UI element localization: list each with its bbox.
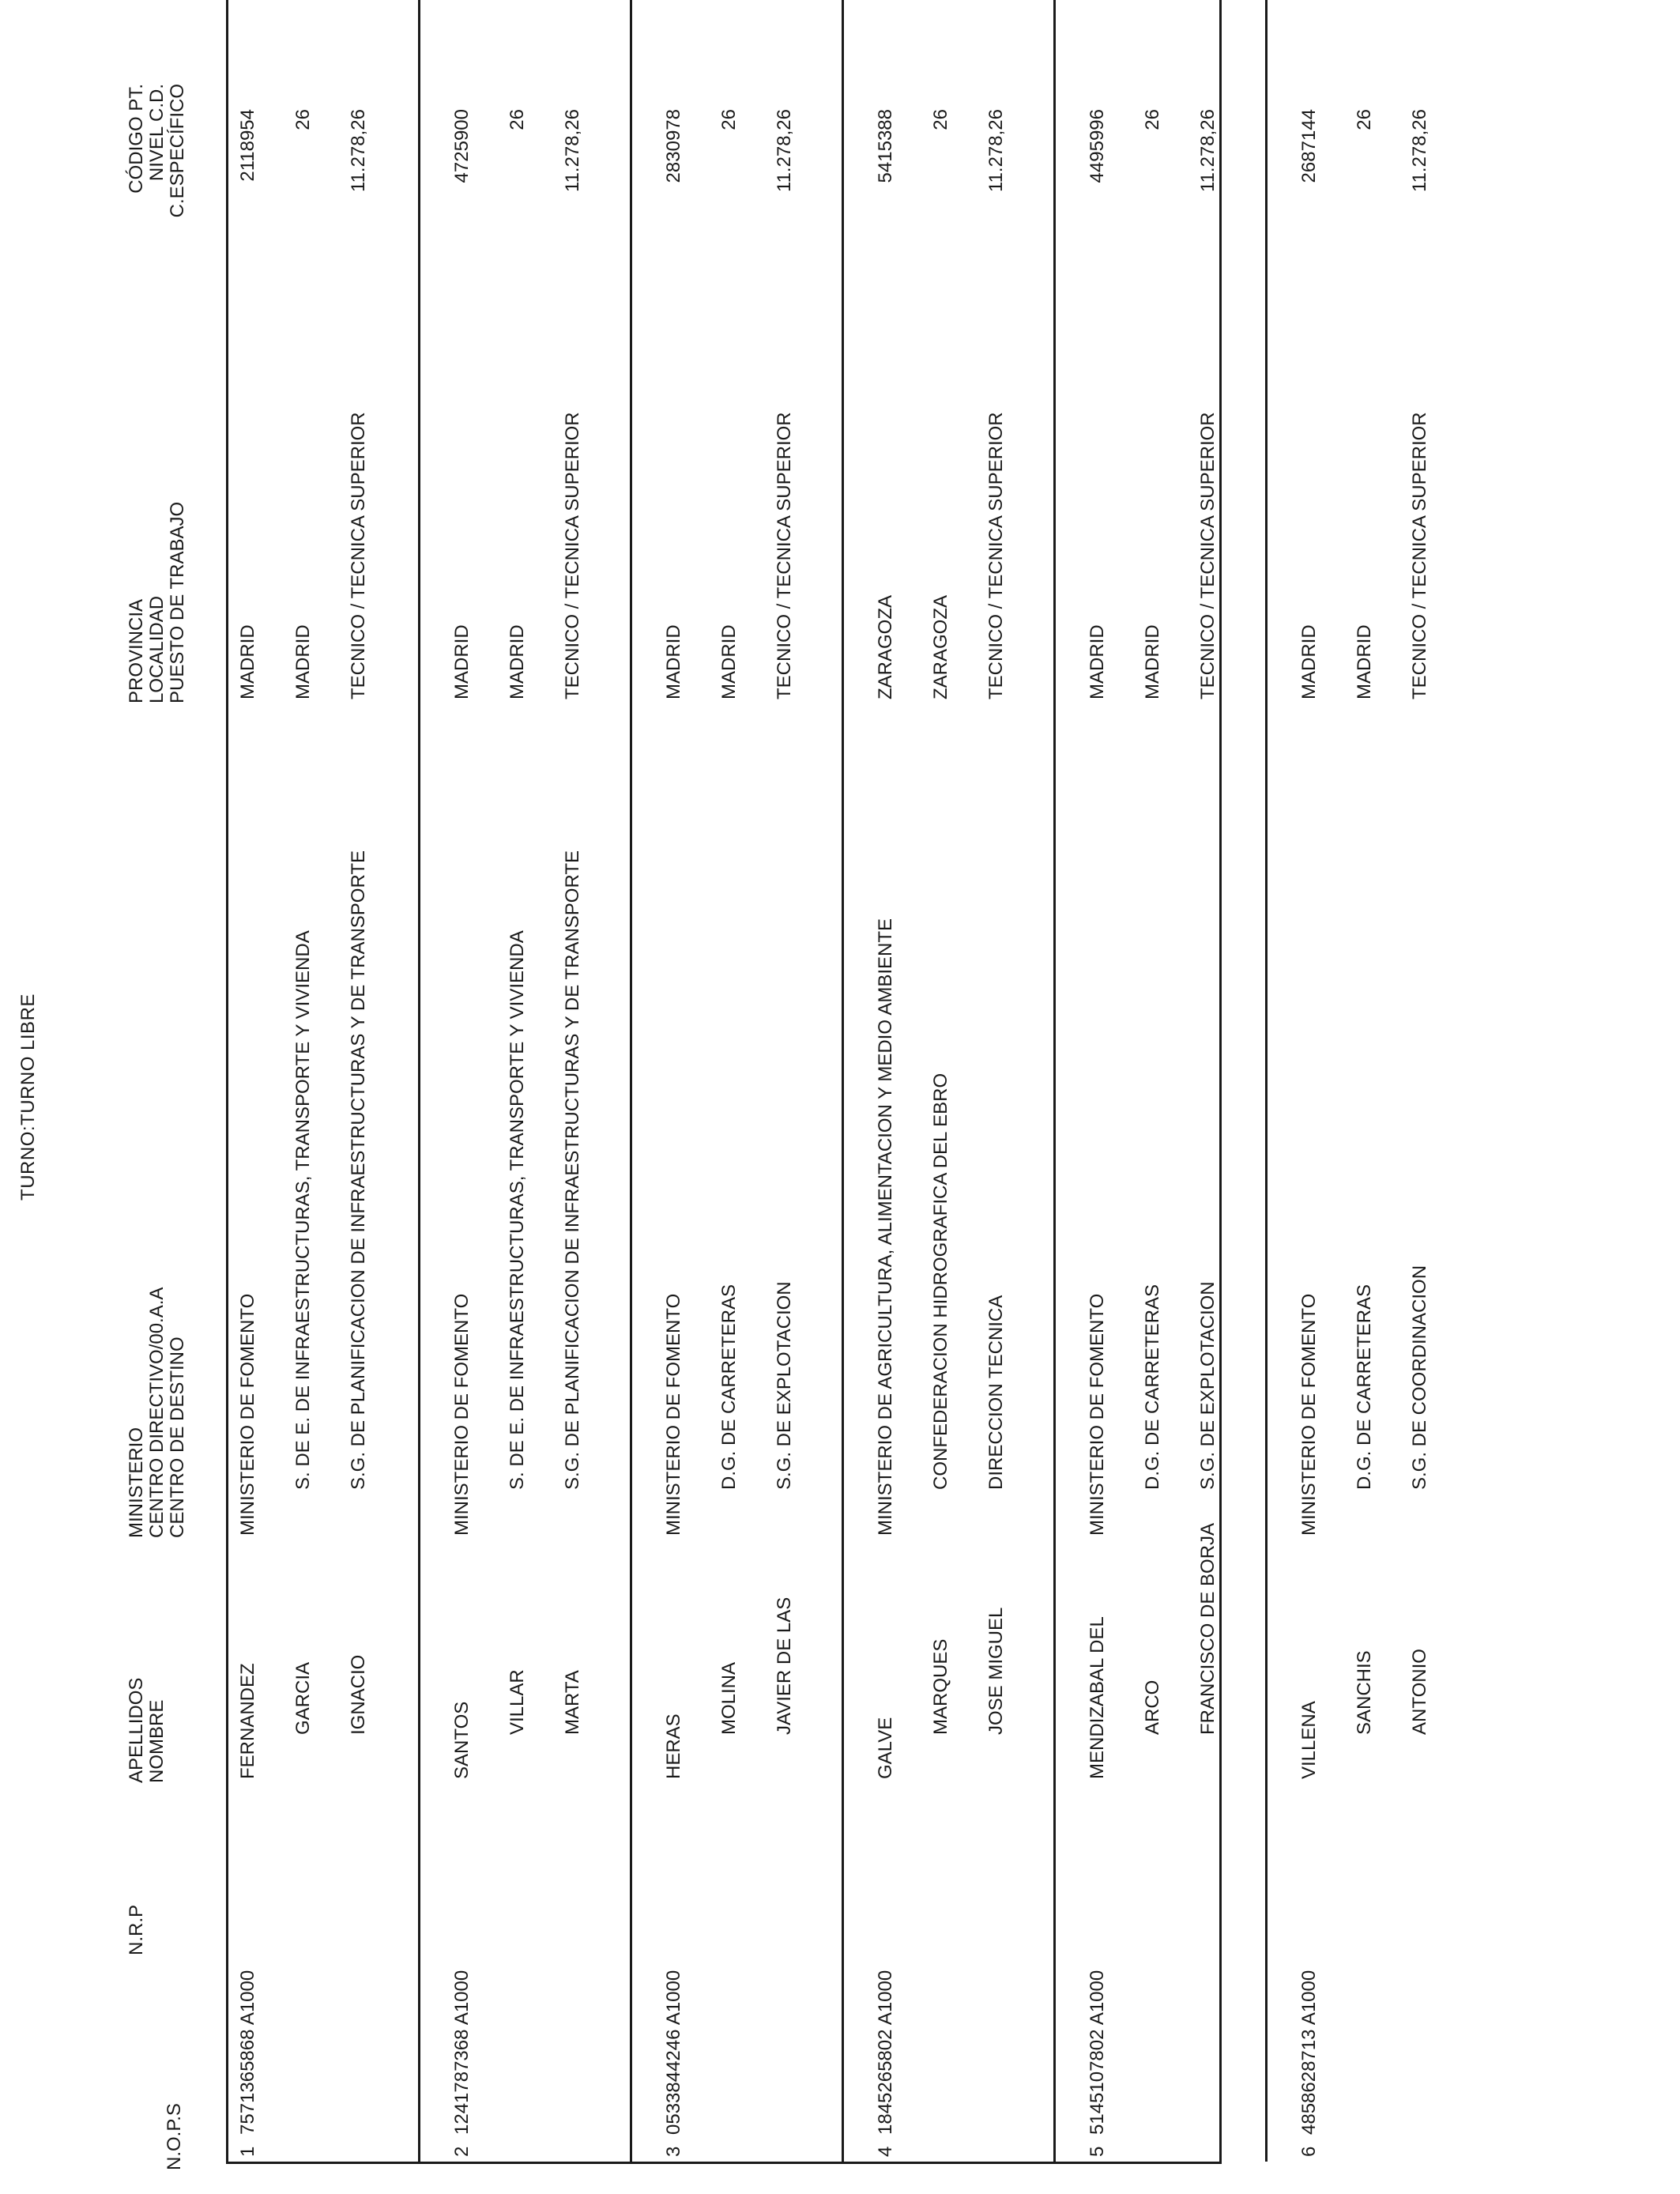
record-nombre: FRANCISCO DE BORJA [1197, 1522, 1219, 1735]
record-nivel: 26 [718, 109, 740, 130]
header-ministerio [126, 1287, 188, 1538]
record-nops: 3 [663, 2146, 684, 2157]
record-row [842, 0, 1056, 2162]
record-puesto: TECNICO / TECNICA SUPERIOR [348, 412, 369, 699]
header-provincia-label: PROVINCIA [126, 598, 147, 703]
header-puesto: PUESTO DE TRABAJO [167, 501, 188, 703]
header-centro-directivo: CENTRO DIRECTIVO/00.A.A [146, 1287, 168, 1538]
record-nops: 5 [1087, 2146, 1108, 2157]
record-ministerio: MINISTERIO DE AGRICULTURA, ALIMENTACION Y MEDIO AMBIENTE [875, 918, 896, 1536]
record-provincia: MADRID [1087, 624, 1108, 699]
record-nombre: JOSE MIGUEL [985, 1607, 1007, 1735]
header-provincia [126, 502, 188, 703]
record-apellido2: GARCIA [292, 1661, 314, 1735]
record-codigo: 2830978 [663, 109, 684, 183]
record-nrp: 5145107802 A1000 [1087, 1970, 1108, 2135]
header-ministerio-label: MINISTERIO [126, 1427, 147, 1538]
header-nops-label: N.O.P.S [164, 2103, 185, 2170]
record-especifico: 11.278,26 [774, 109, 795, 192]
record-localidad: MADRID [1354, 624, 1375, 699]
record-localidad: MADRID [1142, 624, 1163, 699]
record-nops: 1 [237, 2146, 258, 2157]
record-apellido1: GALVE [875, 1717, 896, 1779]
record-row [1265, 0, 1479, 2162]
record-apellido1: HERAS [663, 1713, 684, 1779]
record-nombre: JAVIER DE LAS [774, 1596, 795, 1735]
record-nops: 4 [875, 2146, 896, 2157]
record-apellido2: MARQUES [930, 1638, 951, 1735]
header-codigo-pt: CÓDIGO PT. [126, 84, 147, 194]
header-nrp-label: N.R.P [126, 1904, 147, 1955]
record-nivel: 26 [930, 109, 951, 130]
record-apellido1: VILLENA [1298, 1701, 1320, 1779]
record-centro-directivo: D.G. DE CARRETERAS [1354, 1284, 1375, 1490]
record-apellido1: MENDIZABAL DEL [1087, 1616, 1108, 1779]
record-nrp: 7571365868 A1000 [237, 1970, 258, 2135]
record-centro-destino: S.G. DE EXPLOTACION [1197, 1281, 1219, 1490]
record-nombre: IGNACIO [348, 1654, 369, 1735]
header-especifico: C.ESPECÍFICO [167, 84, 188, 218]
record-row [1053, 0, 1268, 2162]
header-apellidos-nombre [126, 1678, 168, 1783]
record-especifico: 11.278,26 [1197, 109, 1219, 192]
record-puesto: TECNICO / TECNICA SUPERIOR [774, 412, 795, 699]
record-nrp: 0533844246 A1000 [663, 1970, 684, 2135]
record-codigo: 2118954 [237, 109, 258, 182]
record-provincia: MADRID [451, 624, 473, 699]
record-nrp: 4858628713 A1000 [1298, 1970, 1320, 2135]
header-nivel-cd: NIVEL C.D. [146, 84, 168, 182]
record-nivel: 26 [507, 109, 528, 130]
record-especifico: 11.278,26 [562, 109, 583, 192]
record-localidad: ZARAGOZA [930, 594, 951, 699]
record-puesto: TECNICO / TECNICA SUPERIOR [1197, 412, 1219, 699]
record-puesto: TECNICO / TECNICA SUPERIOR [562, 412, 583, 699]
record-nivel: 26 [1354, 109, 1375, 130]
header-nrp [126, 1905, 147, 1955]
record-centro-destino: S.G. DE PLANIFICACION DE INFRAESTRUCTURAS Y DE TRANSPORTE [348, 850, 369, 1490]
header-nombre: NOMBRE [146, 1699, 168, 1783]
record-centro-directivo: S. DE E. DE INFRAESTRUCTURAS, TRANSPORTE Y VIVIENDA [507, 930, 528, 1490]
record-codigo: 5415388 [875, 109, 896, 183]
header-localidad: LOCALIDAD [146, 595, 168, 703]
record-nops: 6 [1298, 2146, 1320, 2157]
record-puesto: TECNICO / TECNICA SUPERIOR [1409, 412, 1430, 699]
record-apellido1: SANTOS [451, 1701, 473, 1779]
record-codigo: 4725900 [451, 109, 473, 183]
record-ministerio: MINISTERIO DE FOMENTO [237, 1293, 258, 1536]
record-centro-directivo: D.G. DE CARRETERAS [718, 1284, 740, 1490]
record-provincia: MADRID [663, 624, 684, 699]
record-codigo: 4495996 [1087, 109, 1108, 183]
turno-title: TURNO:TURNO LIBRE [17, 993, 39, 1201]
record-centro-destino: DIRECCION TECNICA [985, 1295, 1007, 1490]
record-nivel: 26 [292, 109, 314, 130]
record-ministerio: MINISTERIO DE FOMENTO [1087, 1293, 1108, 1536]
records-table [226, 0, 1430, 2164]
record-nombre: MARTA [562, 1670, 583, 1735]
record-ministerio: MINISTERIO DE FOMENTO [451, 1293, 473, 1536]
record-puesto: TECNICO / TECNICA SUPERIOR [985, 412, 1007, 699]
record-provincia: ZARAGOZA [875, 594, 896, 699]
record-row [228, 0, 418, 2162]
record-centro-directivo: CONFEDERACION HIDROGRAFICA DEL EBRO [930, 1072, 951, 1490]
record-especifico: 11.278,26 [348, 109, 369, 192]
record-nrp: 1241787368 A1000 [451, 1970, 473, 2135]
record-nops: 2 [451, 2146, 473, 2157]
record-centro-destino: S.G. DE PLANIFICACION DE INFRAESTRUCTURAS Y DE TRANSPORTE [562, 850, 583, 1490]
record-provincia: MADRID [1298, 624, 1320, 699]
record-centro-destino: S.G. DE EXPLOTACION [774, 1281, 795, 1490]
record-centro-destino: S.G. DE COORDINACION [1409, 1265, 1430, 1490]
header-codigo [126, 84, 188, 226]
record-apellido2: SANCHIS [1354, 1650, 1375, 1735]
record-localidad: MADRID [507, 624, 528, 699]
record-nrp: 1845265802 A1000 [875, 1970, 896, 2135]
record-centro-directivo: S. DE E. DE INFRAESTRUCTURAS, TRANSPORTE Y VIVIENDA [292, 930, 314, 1490]
record-apellido1: FERNANDEZ [237, 1663, 258, 1779]
record-provincia: MADRID [237, 624, 258, 699]
record-ministerio: MINISTERIO DE FOMENTO [1298, 1293, 1320, 1536]
record-apellido2: VILLAR [507, 1669, 528, 1735]
header-nops [164, 2103, 185, 2170]
record-especifico: 11.278,26 [985, 109, 1007, 192]
record-ministerio: MINISTERIO DE FOMENTO [663, 1293, 684, 1536]
record-localidad: MADRID [718, 624, 740, 699]
record-nivel: 26 [1142, 109, 1163, 130]
record-codigo: 2687144 [1298, 109, 1320, 183]
record-localidad: MADRID [292, 624, 314, 699]
record-apellido2: ARCO [1142, 1679, 1163, 1735]
record-centro-directivo: D.G. DE CARRETERAS [1142, 1284, 1163, 1490]
record-apellido2: MOLINA [718, 1661, 740, 1735]
record-especifico: 11.278,26 [1409, 109, 1430, 192]
record-row [630, 0, 844, 2162]
header-centro-destino: CENTRO DE DESTINO [167, 1336, 188, 1538]
record-nombre: ANTONIO [1409, 1649, 1430, 1735]
header-apellidos: APELLIDOS [126, 1677, 147, 1783]
record-row [418, 0, 632, 2162]
